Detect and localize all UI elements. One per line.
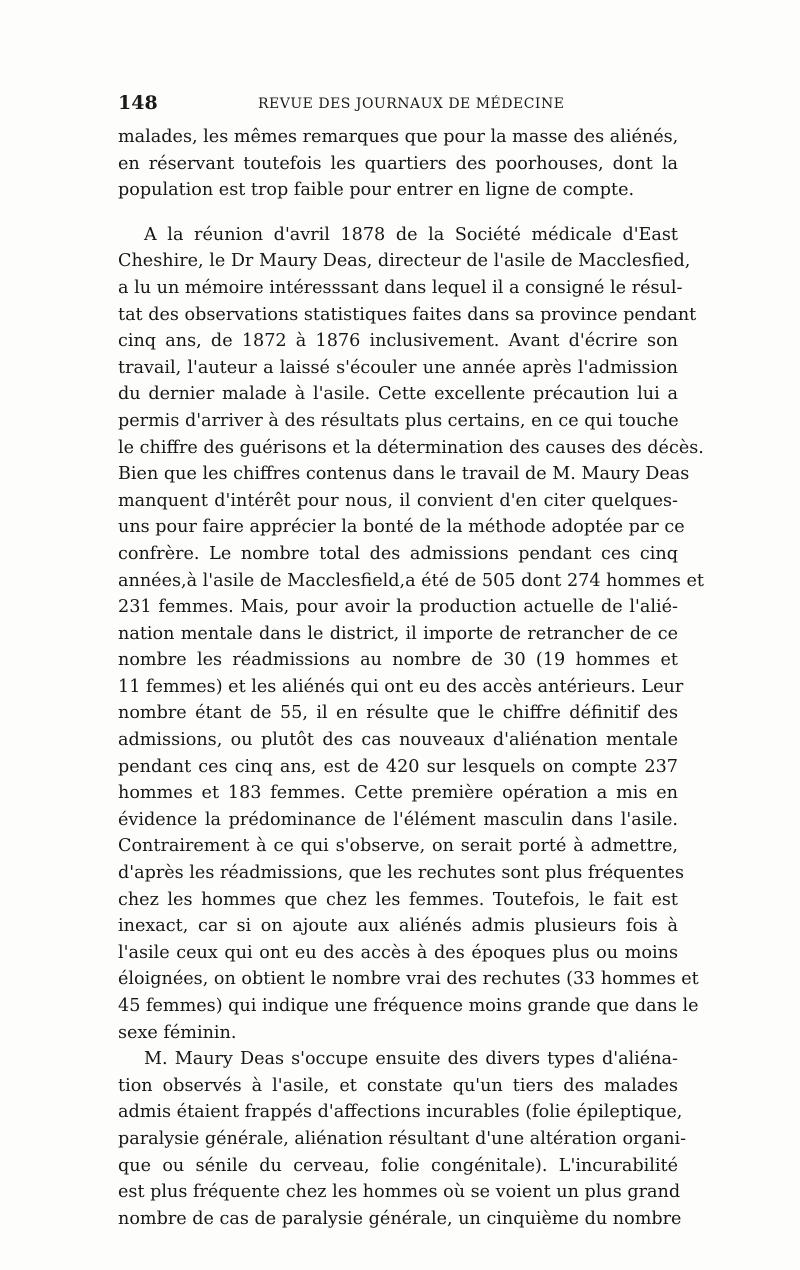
text-line: Contrairement à ce qui s'observe, on serait porté à admettre, — [118, 836, 678, 857]
text-line: manquent d'intérêt pour nous, il convient d'en citer quelques- — [118, 490, 678, 511]
text-line: admissions, ou plutôt des cas nouveaux d'aliénation mentale — [118, 730, 678, 751]
text-line: inexact, car si on ajoute aux aliénés admis plusieurs fois à — [118, 916, 678, 937]
text-line: sexe féminin. — [118, 1022, 237, 1043]
text-line: 11 femmes) et les aliénés qui ont eu des accès antérieurs. Leur — [118, 676, 684, 697]
text-line: permis d'arriver à des résultats plus certains, en ce qui touche — [118, 410, 679, 431]
text-line: est plus fréquente chez les hommes où se voient un plus grand — [118, 1182, 681, 1203]
text-line: Bien que les chiffres contenus dans le travail de M. Maury Deas — [118, 464, 690, 485]
body-text — [118, 124, 704, 1232]
page-header — [118, 92, 678, 118]
text-line: confrère. Le nombre total des admissions pendant ces cinq — [118, 543, 678, 564]
paragraph — [118, 124, 678, 204]
text-line: tion observés à l'asile, et constate qu'un tiers des malades — [118, 1075, 678, 1096]
text-line: années,à l'asile de Macclesfield,a été de 505 dont 274 hommes et — [118, 570, 704, 591]
text-line: A la réunion d'avril 1878 de la Société médicale d'East — [144, 224, 678, 245]
text-line: nation mentale dans le district, il importe de retrancher de ce — [118, 623, 678, 644]
text-line: a lu un mémoire intéresssant dans lequel il a consigné le résul- — [118, 277, 683, 298]
text-line: malades, les mêmes remarques que pour la masse des aliénés, — [118, 127, 679, 147]
paragraph — [118, 222, 704, 1046]
text-line: nombre les réadmissions au nombre de 30 (19 hommes et — [118, 650, 678, 671]
running-title: REVUE DES JOURNAUX DE MÉDECINE — [258, 96, 565, 112]
text-line: 231 femmes. Mais, pour avoir la production actuelle de l'alié- — [118, 597, 678, 618]
text-line: nombre étant de 55, il en résulte que le chiffre définitif des — [118, 703, 678, 724]
text-line: travail, l'auteur a laissé s'écouler une année après l'admission — [118, 357, 678, 378]
text-line: en réservant toutefois les quartiers des poorhouses, dont la — [118, 153, 678, 174]
text-line: que ou sénile du cerveau, folie congénitale). L'incurabilité — [118, 1155, 678, 1176]
text-line: l'asile ceux qui ont eu des accès à des époques plus ou moins — [118, 942, 678, 963]
text-line: paralysie générale, aliénation résultant d'une altération organi- — [118, 1128, 687, 1149]
text-line: Cheshire, le Dr Maury Deas, directeur de l'asile de Macclesfied, — [118, 251, 691, 272]
text-line: pendant ces cinq ans, est de 420 sur lesquels on compte 237 — [118, 756, 678, 777]
page-number: 148 — [118, 92, 158, 114]
text-line: 45 femmes) qui indique une fréquence moins grande que dans le — [118, 996, 699, 1016]
text-line: évidence la prédominance de l'élément masculin dans l'asile. — [118, 809, 678, 830]
text-line: nombre de cas de paralysie générale, un cinquième du nombre — [118, 1208, 682, 1229]
text-line: uns pour faire apprécier la bonté de la méthode adoptée par ce — [118, 517, 685, 538]
text-line: d'après les réadmissions, que les rechutes sont plus fréquentes — [118, 863, 684, 884]
text-line: hommes et 183 femmes. Cette première opération a mis en — [118, 783, 678, 804]
text-line: le chiffre des guérisons et la détermination des causes des décès. — [118, 437, 704, 458]
text-line: M. Maury Deas s'occupe ensuite des divers types d'aliéna- — [144, 1049, 678, 1070]
text-line: cinq ans, de 1872 à 1876 inclusivement. Avant d'écrire son — [118, 331, 678, 352]
paragraph-gap — [118, 204, 678, 222]
text-line: chez les hommes que chez les femmes. Toutefois, le fait est — [118, 889, 678, 910]
text-line: population est trop faible pour entrer en ligne de compte. — [118, 180, 635, 201]
text-line: tat des observations statistiques faites dans sa province pendant — [118, 304, 697, 325]
text-line: éloignées, on obtient le nombre vrai des rechutes (33 hommes et — [118, 969, 699, 990]
text-line: du dernier malade à l'asile. Cette excellente précaution lui a — [118, 384, 678, 405]
text-line: admis étaient frappés d'affections incurables (folie épileptique, — [118, 1102, 683, 1123]
paragraph — [118, 1046, 687, 1232]
